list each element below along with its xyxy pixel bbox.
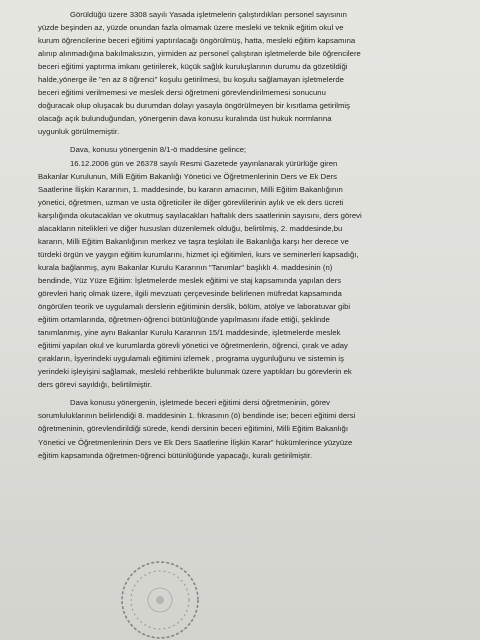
official-seal-stamp — [118, 558, 202, 640]
paragraph-yonerge-8-1-o — [38, 396, 448, 461]
text-line: eğitim kapsamında öğretmen-öğrenci bütünlüğünde yapacağı, kuralı getirilmiştir. — [38, 450, 313, 460]
text-line: Görüldüğü üzere 3308 sayılı Yasada işletmelerin çalıştırdıkları personel sayısının — [70, 10, 347, 19]
text-line: çırakların, İşyerindeki uygulamalı eğitimini izlemek , programa uygunluğunu ve sistemin iş — [38, 354, 345, 364]
text-line: doğuracak olup oluşacak bu durumdan dolayı yasayla öngörülmeyen bir kısıtlama getirilmiş — [38, 101, 350, 111]
text-line: kurala bağlanmış, aynı Bakanlar Kurulu Kararının "Tanımlar" başlıklı 4. maddesinin (n) — [38, 262, 333, 272]
text-line: olacağı açık bulunduğundan, yönergenin dava konusu kuralında üst hukuk normlarına — [38, 114, 332, 124]
paragraph-yasa-degerlendirme — [38, 8, 448, 138]
text-line: uygunluk görülmemiştir. — [38, 127, 120, 137]
text-line: alınıp alınmadığına bakılmaksızın, yirmiden az personel çalıştıran işletmelerde bile öğrencilere — [38, 49, 361, 59]
text-line: beceri eğitimi verilmemesi ve meslek dersi öğretmeni görevlendirilmemesi sonucunu — [38, 88, 326, 98]
text-line: kurum öğrencilerine beceri eğitimi yaptırılacağı öngörülmüş, hatta, mesleki eğitim kapsamına — [38, 36, 356, 46]
text-line: 16.12.2006 gün ve 26378 sayılı Resmi Gazetede yayınlanarak yürürlüğe giren — [70, 158, 338, 168]
text-line: öngörülen teorik ve uygulamalı derslerin eğitiminin derslik, bölüm, atölye ve laboratuvar gibi — [38, 302, 351, 312]
text-line: ders görevi sayıldığı, belirtilmiştir. — [38, 380, 152, 390]
text-line: görevleri hariç olmak üzere, ilgili mevzuatı çerçevesinde belirlenen müfredat kapsamında — [38, 288, 342, 298]
text-line: eğitimi yapılan okul ve kurumlarda görevli yönetici ve öğretmenlerin, öğrenci, çırak ve aday — [38, 341, 348, 351]
text-line: halde,yönerge ile "en az 8 öğrenci" koşulu getirilmesi, bu koşulu sağlamayan işletmelerde — [38, 75, 344, 85]
text-line: kararın, Milli Eğitim Bakanlığının merkez ve taşra teşkilatı ile Bakanlığa karşı her derece ve — [38, 236, 349, 246]
text-line: yüzde beşinden az, yüzde onundan fazla olmamak üzere mesleki ve teknik eğitim okul ve — [38, 23, 344, 33]
text-line: yerindeki işleyişini sağlamak, mesleki rehberlikte bulunmak üzere yaptıkları bu görevlerin ek — [38, 367, 352, 377]
text-line: eğitim ortamlarında, öğretmen-öğrenci bütünlüğünde yapılmasını ifade ettiği, şeklinde — [38, 315, 330, 325]
text-line: alacakların nitelikleri ve diğer hususları düzenlemek olduğu, belirtilmiş, 2. maddesinde,bu — [38, 223, 343, 233]
text-line: Yönetici ve Öğretmenlerinin Ders ve Ek Ders Saatlerine İlişkin Karar" hükümlerince yüzyüze — [38, 437, 353, 447]
text-line: yönetici, öğretmen, uzman ve usta öğreticiler ile diğer görevlilerinin aylık ve ek ders ücreti — [38, 197, 344, 207]
text-line: Bakanlar Kurulunun, Milli Eğitim Bakanlığı Yönetici ve Öğretmenlerinin Ders ve Ek Ders — [38, 171, 337, 181]
paragraph-madde-8-1-o — [38, 143, 448, 391]
text-line: Dava konusu yönergenin, işletmede beceri eğitimi dersi öğretmeninin, görev — [70, 398, 331, 408]
text-line: sorumluluklarının belirlendiği 8. maddesinin 1. fıkrasının (ö) bendinde ise; beceri eğitimi dersi — [38, 411, 356, 421]
text-line: öğretmeninin, görevlendirildiği sürede, kendi dersinin beceri eğitimini, Milli Eğitim Bakanlığı — [38, 424, 348, 434]
text-line: Dava, konusu yönergenin 8/1-ö maddesine gelince; — [70, 145, 247, 155]
text-line: karşılığında okutacakları ve okutmuş sayılacakları haftalık ders saatlerinin sayısını, ders görevi — [38, 210, 362, 220]
text-line: tanımlanmış, yine aynı Bakanlar Kurulu Kararının 15/1 maddesinde, işletmelerde meslek — [38, 328, 341, 338]
document-body — [38, 8, 448, 462]
text-line: beceri eğitimi yaptırma imkanı getirilerek, küçük sağlık kuruluşlarının durumu da gözetildiği — [38, 62, 348, 72]
text-line: Saatlerine İlişkin Kararının, 1. maddesinde, bu kararın amacının, Milli Eğitim Bakanlığının — [38, 184, 343, 194]
text-line: bendinde, Yüz Yüze Eğitim: İşletmelerde meslek eğitimi ve staj kapsamında yapılan ders — [38, 275, 342, 285]
text-line: türdeki örgün ve yaygın eğitim kurumlarını, hizmet içi eğitimleri, kurs ve seminerleri kapsadığı, — [38, 249, 359, 259]
